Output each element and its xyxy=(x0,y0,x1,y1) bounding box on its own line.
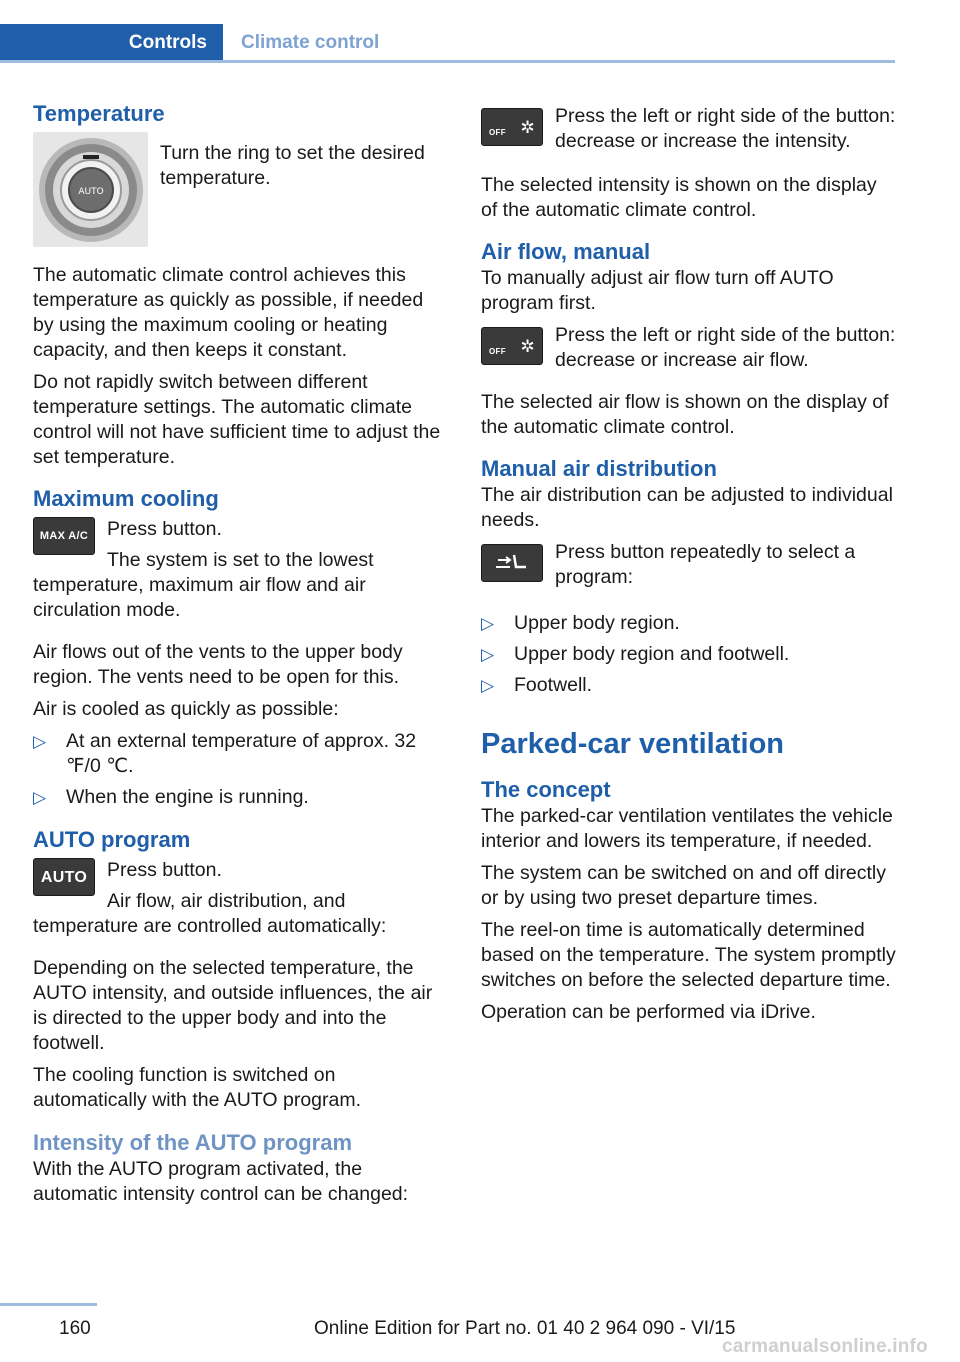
max-cooling-bullets xyxy=(33,729,449,810)
auto-button-icon xyxy=(33,858,95,896)
temperature-icon-caption: Turn the ring to set the desired temperature. xyxy=(160,142,425,189)
footer-rule xyxy=(0,1303,97,1306)
max-cooling-line1: Press button. xyxy=(107,518,222,540)
parked-car-section xyxy=(481,726,897,1025)
concept-heading: The concept xyxy=(481,777,611,802)
air-distribution-line1: Press button repeatedly to select a program: xyxy=(555,541,856,588)
subsection-tab: Climate control xyxy=(241,31,380,53)
list-item: ▷ Upper body region. xyxy=(481,612,680,634)
parked-car-heading: Parked-car ventilation xyxy=(481,728,784,760)
right-column xyxy=(481,104,897,1032)
fan-icon: ✲ xyxy=(520,336,535,356)
auto-program-p1: Depending on the selected temperature, the AUTO intensity, and outside influences, the air is directed to the upper body and into the footwell. xyxy=(33,957,433,1054)
list-item: ▷ When the engine is running. xyxy=(33,786,309,808)
triangle-bullet-icon: ▷ xyxy=(481,645,495,664)
max-ac-button-icon xyxy=(33,517,95,555)
air-flow-heading: Air flow, manual xyxy=(481,239,651,264)
triangle-bullet-icon: ▷ xyxy=(33,788,47,807)
triangle-bullet-icon: ▷ xyxy=(481,614,495,633)
air-flow-line1: Press the left or right side of the button: decrease or increase air flow. xyxy=(555,324,896,371)
temperature-p1: The automatic climate control achieves this temperature as quickly as possible, if needed by using the maximum cooling or heating capacity, and then keeps it constant. xyxy=(33,264,424,361)
max-cooling-heading: Maximum cooling xyxy=(33,486,219,511)
air-distribution-section xyxy=(481,455,897,698)
page-number: 160 xyxy=(59,1318,91,1339)
intensity-section xyxy=(33,1129,449,1207)
air-flow-button-icon xyxy=(481,327,543,365)
dial-auto-label: AUTO xyxy=(77,186,104,197)
watermark: carmanualsonline.info xyxy=(722,1336,928,1357)
seat-airflow-icon xyxy=(492,551,532,575)
auto-program-heading: AUTO program xyxy=(33,827,191,852)
section-tab: Controls xyxy=(0,24,223,60)
fan-icon: ✲ xyxy=(520,117,535,137)
list-item: ▷ Upper body region and footwell. xyxy=(481,643,790,665)
auto-program-p2: The cooling function is switched on automatically with the AUTO program. xyxy=(33,1064,362,1111)
intensity-p1: With the AUTO program activated, the automatic intensity control can be changed: xyxy=(33,1158,409,1205)
intensity-continued xyxy=(481,104,897,223)
page-header xyxy=(0,0,960,62)
left-column xyxy=(33,100,449,1214)
air-distribution-p1: The air distribution can be adjusted to individual needs. xyxy=(481,484,893,531)
parked-car-p4: Operation can be performed via iDrive. xyxy=(481,1001,816,1023)
intensity-display-note: The selected intensity is shown on the display of the automatic climate control. xyxy=(481,174,877,221)
auto-button-label: AUTO xyxy=(40,868,88,886)
list-item: ▷ At an external temperature of approx. 32 ℉/0 ℃. xyxy=(33,730,417,777)
air-distribution-button-icon xyxy=(481,544,543,582)
triangle-bullet-icon: ▷ xyxy=(481,676,495,695)
parked-car-p1: The parked-car ventilation ventilates the vehicle interior and lowers its temperature, if needed. xyxy=(481,805,893,852)
temperature-dial-icon xyxy=(33,132,148,247)
max-cooling-p2: Air is cooled as quickly as possible: xyxy=(33,698,339,720)
off-label: OFF xyxy=(489,346,506,356)
air-distribution-bullets xyxy=(481,611,897,698)
air-flow-p2: The selected air flow is shown on the display of the automatic climate control. xyxy=(481,391,889,438)
list-item: ▷ Footwell. xyxy=(481,674,593,696)
max-cooling-line2: The system is set to the lowest temperature, maximum air flow and air circulation mode. xyxy=(33,549,374,621)
auto-program-section xyxy=(33,826,449,1113)
temperature-heading: Temperature xyxy=(33,101,165,126)
max-ac-label: MAX A/C xyxy=(39,529,89,542)
intensity-line1: Press the left or right side of the button: decrease or increase the intensity. xyxy=(555,105,896,152)
max-cooling-section xyxy=(33,485,449,810)
off-label: OFF xyxy=(489,127,506,137)
air-flow-section xyxy=(481,238,897,440)
edition-text: Online Edition for Part no. 01 40 2 964 090 - VI/15 xyxy=(314,1318,736,1339)
intensity-button-icon xyxy=(481,108,543,146)
temperature-section xyxy=(33,100,449,470)
parked-car-p3: The reel-on time is automatically determined based on the temperature. The system promptly switches on before the selected departure time. xyxy=(481,919,896,991)
temperature-p2: Do not rapidly switch between different temperature settings. The automatic climate control will not have sufficient time to adjust the set temperature. xyxy=(33,371,441,468)
auto-program-line1: Press button. xyxy=(107,859,222,881)
max-cooling-p1: Air flows out of the vents to the upper body region. The vents need to be open for this. xyxy=(33,641,403,688)
parked-car-p2: The system can be switched on and off directly or by using two preset departure times. xyxy=(481,862,887,909)
header-rule xyxy=(0,60,895,63)
triangle-bullet-icon: ▷ xyxy=(33,732,47,751)
air-distribution-heading: Manual air distribution xyxy=(481,456,717,481)
air-flow-p1: To manually adjust air flow turn off AUTO program first. xyxy=(481,267,834,314)
intensity-heading: Intensity of the AUTO program xyxy=(33,1130,353,1155)
auto-program-line2: Air flow, air distribution, and temperature are controlled automatically: xyxy=(33,890,387,937)
